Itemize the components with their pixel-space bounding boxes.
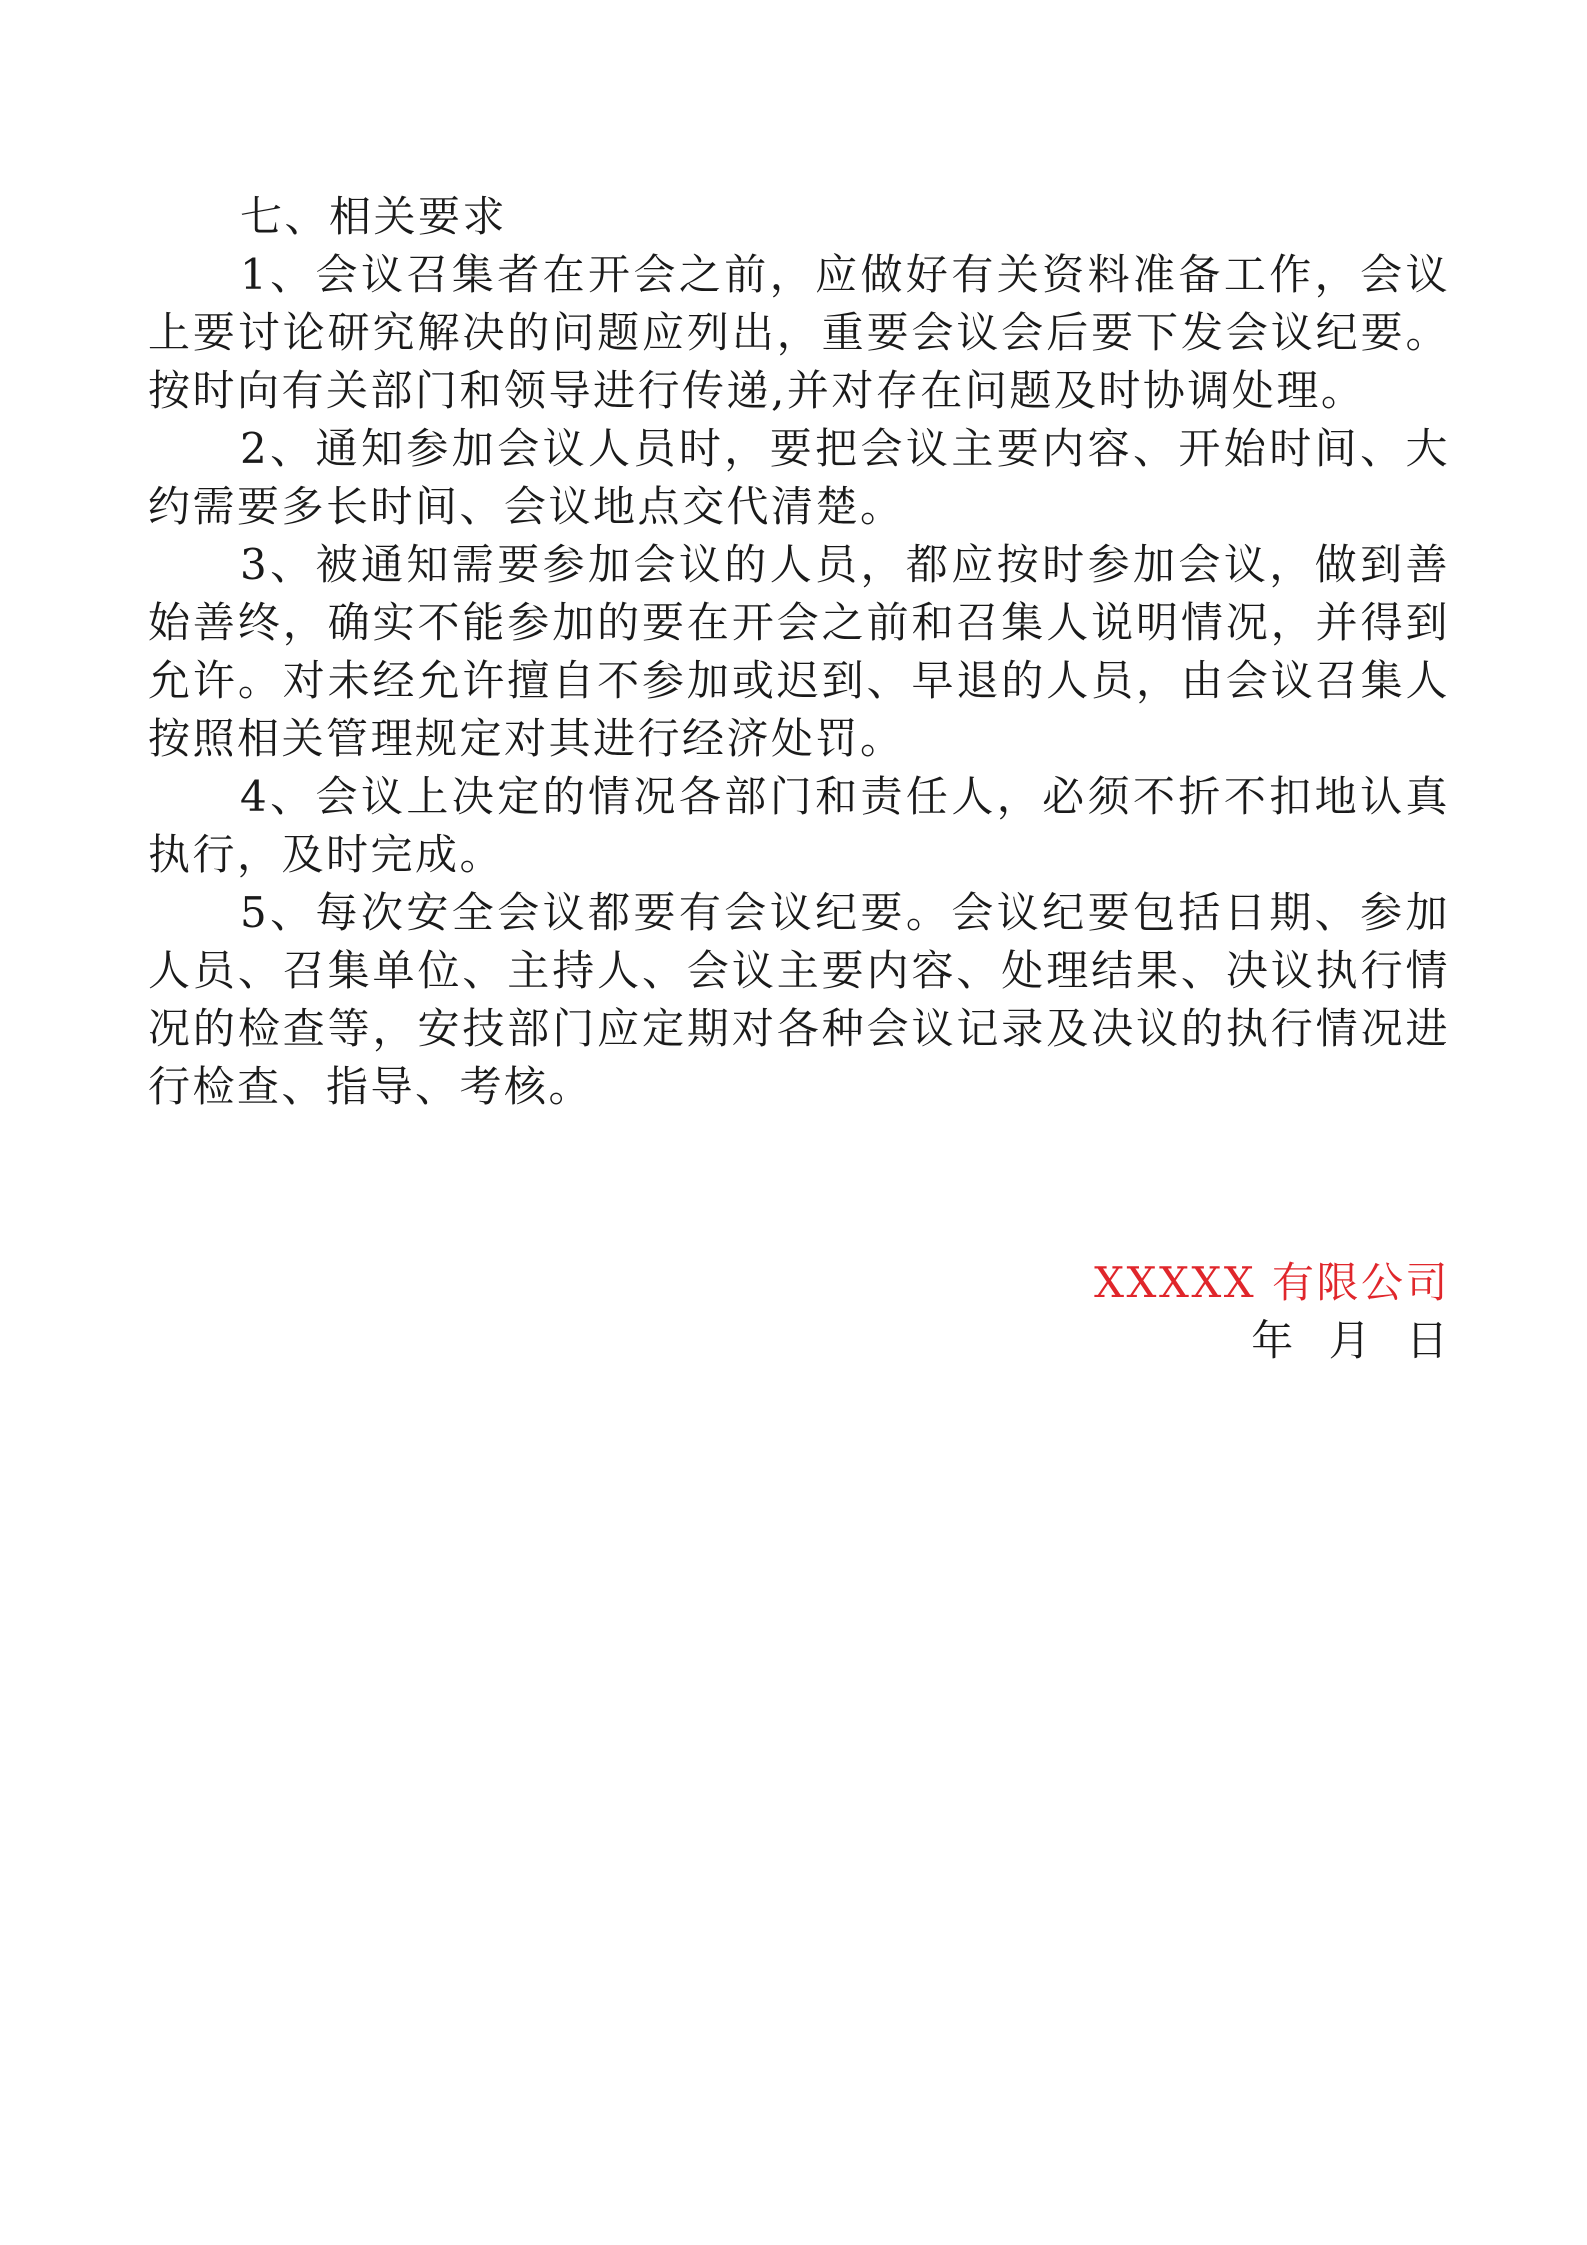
signature-date: 年 月 日 <box>1251 1316 1450 1365</box>
paragraph-3: 3、被通知需要参加会议的人员，都应按时参加会议，做到善始善终，确实不能参加的要在开会之前和召集人说明情况，并得到允许。对未经允许擅自不参加或迟到、早退的人员，由会议召集人按照相关管理规定对其进行经济处罚。 <box>148 540 1450 763</box>
paragraph-2: 2、通知参加会议人员时，要把会议主要内容、开始时间、大约需要多长时间、会议地点交代清楚。 <box>148 424 1450 531</box>
document-body <box>148 188 1450 1116</box>
signature-block <box>1094 1254 1450 1370</box>
company-name: XXXXX 有限公司 <box>1094 1258 1450 1307</box>
paragraph-4: 4、会议上决定的情况各部门和责任人，必须不折不扣地认真执行，及时完成。 <box>148 772 1450 879</box>
section-heading: 七、相关要求 <box>240 192 508 241</box>
paragraph-1: 1、会议召集者在开会之前，应做好有关资料准备工作，会议上要讨论研究解决的问题应列出，重要会议会后要下发会议纪要。按时向有关部门和领导进行传递,并对存在问题及时协调处理。 <box>148 250 1450 415</box>
paragraph-5: 5、每次安全会议都要有会议纪要。会议纪要包括日期、参加人员、召集单位、主持人、会议主要内容、处理结果、决议执行情况的检查等，安技部门应定期对各种会议记录及决议的执行情况进行检查、指导、考核。 <box>148 888 1450 1111</box>
